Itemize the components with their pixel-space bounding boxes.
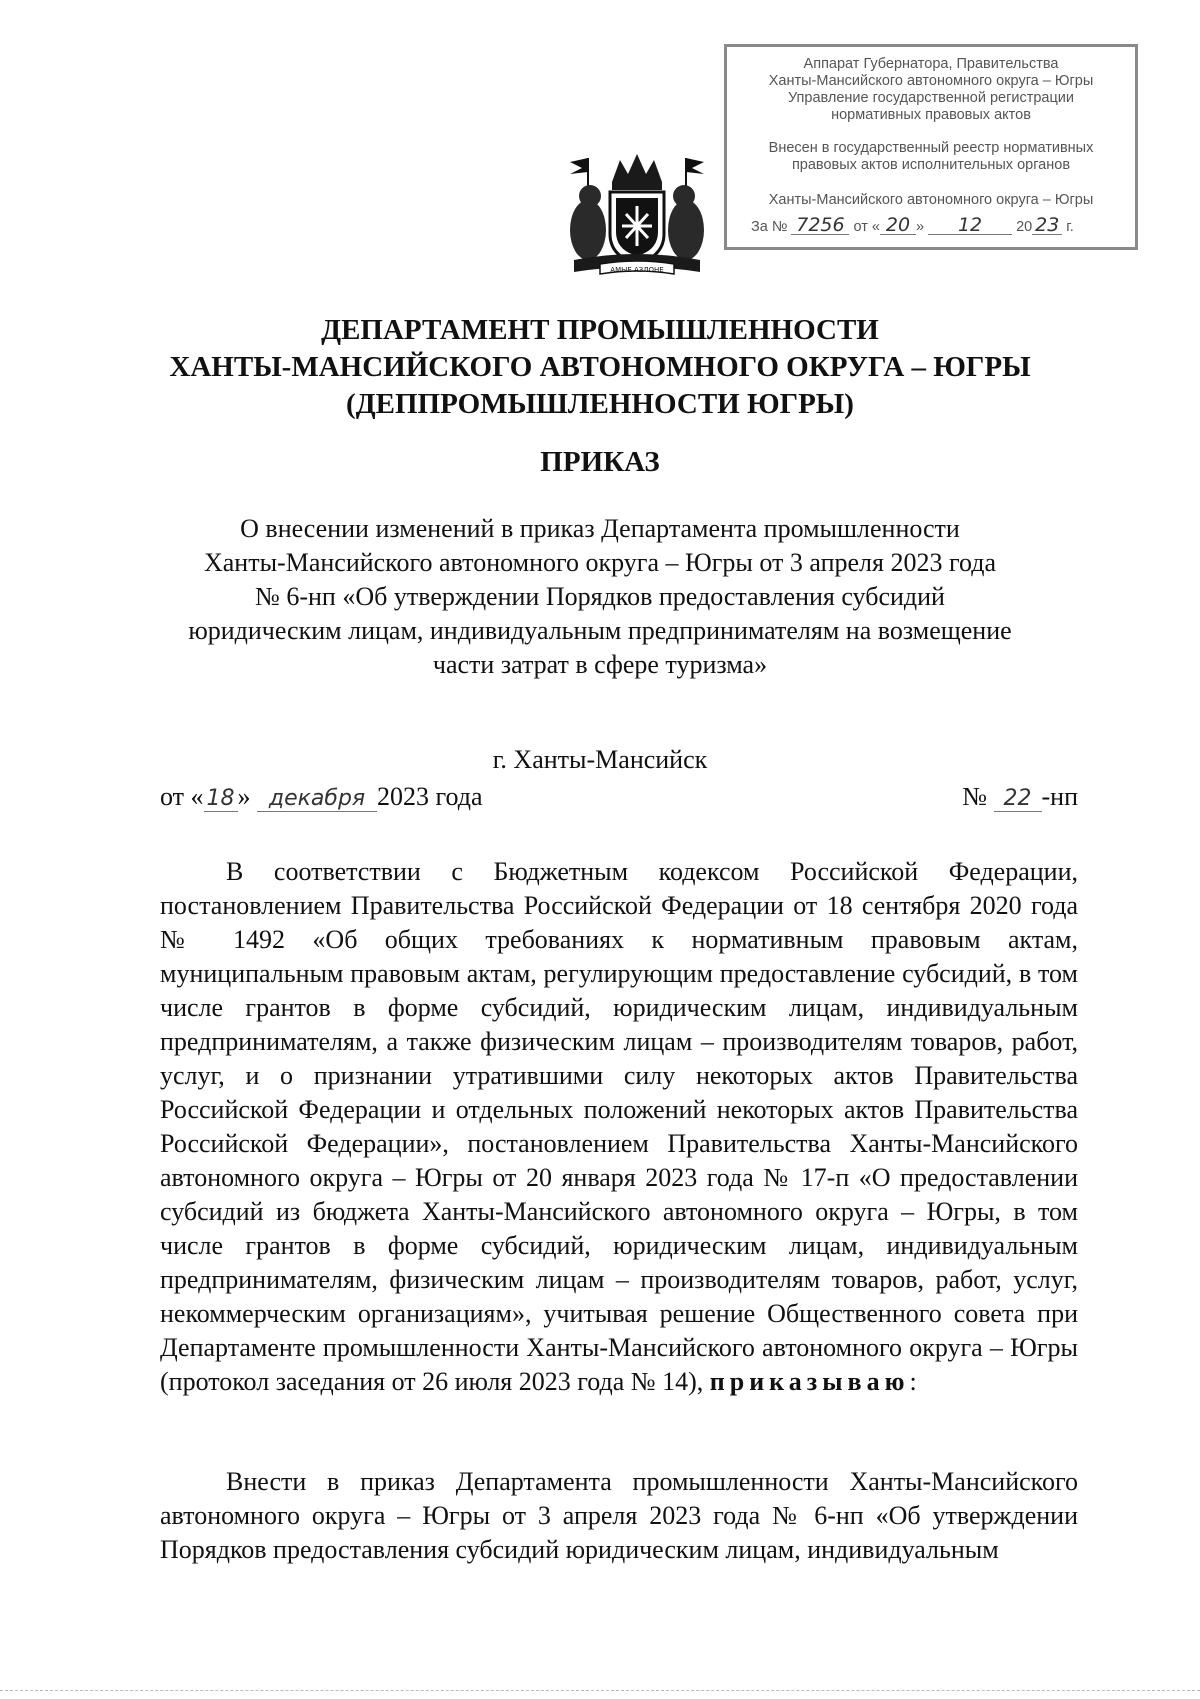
stamp-registry-note: [727, 140, 1135, 174]
number-prefix: №: [962, 782, 987, 811]
date-year: 2023 года: [377, 782, 483, 811]
stamp-line: нормативных правовых актов: [831, 107, 1031, 123]
department-title-line: ХАНТЫ-МАНСИЙСКОГО АВТОНОМНОГО ОКРУГА – ЮГРЫ: [169, 351, 1031, 383]
order-date: [160, 782, 483, 812]
stamp-reg-suffix: г.: [1066, 219, 1074, 235]
stamp-reg-year: 23: [1032, 217, 1062, 235]
department-title-line: (ДЕППРОМЫШЛЕННОСТИ ЮГРЫ): [346, 388, 854, 420]
stamp-reg-number: 7256: [791, 217, 849, 235]
preamble-paragraph: [160, 855, 1078, 1399]
directive-colon: :: [909, 1367, 917, 1396]
number-value: 22: [994, 786, 1042, 812]
date-month: декабря: [257, 786, 377, 812]
stamp-reg-close: »: [915, 219, 925, 235]
date-prefix: от «: [160, 782, 204, 811]
order-number: [962, 782, 1078, 812]
number-suffix: -нп: [1041, 782, 1078, 811]
emblem-motto: АМЫЕ АЗЛОНЕ: [610, 266, 664, 274]
operative-paragraph: Внести в приказ Департамента промышленности Ханты-Мансийского автономного округа – Югры от 3 апреля 2023 года № 6-нп «Об утверждении Порядков предоставления субсидий юридическим лицам, индивидуальным: [160, 1467, 1078, 1564]
stamp-line: Внесен в государственный реестр нормативных: [768, 140, 1094, 156]
subject-line: юридическим лицам, индивидуальным предпринимателям на возмещение: [188, 616, 1012, 645]
stamp-line: Ханты-Мансийского автономного округа – Югры: [768, 73, 1094, 89]
date-day: 18: [204, 786, 238, 812]
directive-word: приказываю: [709, 1367, 910, 1396]
date-number-line: [160, 782, 1078, 822]
stamp-line: Аппарат Губернатора, Правительства: [803, 56, 1059, 72]
place-of-issue: г. Ханты-Мансийск: [492, 745, 708, 774]
stamp-line: Ханты-Мансийского автономного округа – Югры: [768, 192, 1094, 208]
date-close: »: [237, 782, 251, 811]
page-edge-divider: [0, 1690, 1200, 1691]
preamble-text: В соответствии с Бюджетным кодексом Российской Федерации, постановлением Правительства Российской Федерации от 18 сентября 2020 года № 1492 «Об общих требованиях к нормативным правовым актам, муниципальным правовым актам, регулирующим предоставление субсидий, в том числе грантов в форме субсидий, юридическим лицам, индивидуальным предпринимателям, а также физическим лицам – производителям товаров, работ, услуг, и о признании утратившими силу некоторых актов Правительства Российской Федерации и отдельных положений некоторых актов Правительства Российской Федерации», постановлением Правительства Ханты-Мансийского автономного округа – Югры от 20 января 2023 года № 17-п «О предоставлении субсидий из бюджета Ханты-Мансийского автономного округа – Югры, в том числе грантов в форме субсидий, юридическим лицам, индивидуальным предпринимателям, физическим лицам – производителям товаров, работ, услуг, некоммерческим организациям», учитывая решение Общественного совета при Департаменте промышленности Ханты-Мансийского автономного округа – Югры (протокол заседания от 26 июля 2023 года № 14),: [160, 857, 1078, 1396]
department-title-line: ДЕПАРТАМЕНТ ПРОМЫШЛЕННОСТИ: [321, 314, 879, 346]
subject-line: № 6-нп «Об утверждении Порядков предоставления субсидий: [255, 582, 945, 611]
stamp-registration-line: [751, 214, 1127, 236]
order-subject: [140, 512, 1060, 682]
stamp-line: Управление государственной регистрации: [787, 90, 1075, 106]
stamp-reg-day: 20: [880, 217, 916, 235]
registration-stamp: [724, 44, 1138, 250]
coat-of-arms-icon: [560, 152, 714, 280]
subject-line: части затрат в сфере туризма»: [432, 650, 768, 679]
subject-line: О внесении изменений в приказ Департамента промышленности: [240, 514, 960, 543]
stamp-reg-month: 12: [928, 217, 1012, 235]
stamp-reg-from: от «: [853, 219, 880, 235]
subject-line: Ханты-Мансийского автономного округа – Югры от 3 апреля 2023 года: [203, 548, 996, 577]
stamp-reg-year-prefix: 20: [1016, 219, 1033, 235]
stamp-line: правовых актов исполнительных органов: [791, 157, 1071, 173]
department-title: [100, 312, 1100, 423]
stamp-reg-prefix: За №: [751, 219, 788, 235]
document-type: ПРИКАЗ: [540, 446, 660, 478]
stamp-header: [727, 56, 1135, 124]
